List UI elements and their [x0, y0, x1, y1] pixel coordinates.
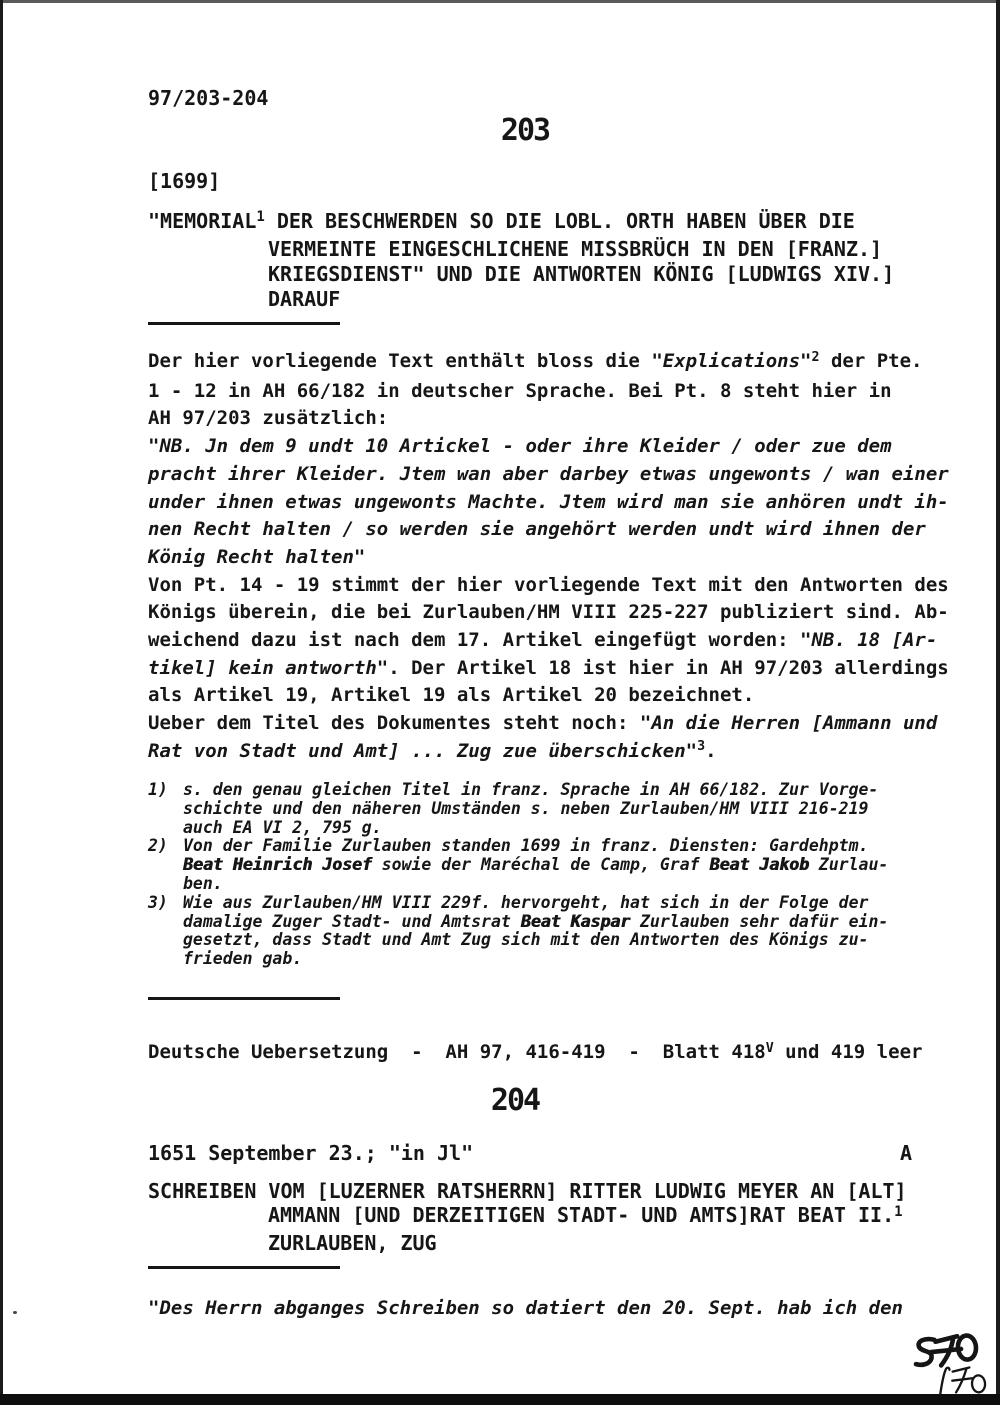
scan-edge-top [0, 0, 1000, 3]
footnote-line: Von der Familie Zurlauben standen 1699 in franz. Diensten: Gardehptm. [183, 836, 869, 856]
entry-204-title [148, 1179, 907, 1255]
page-number-204: 204 [490, 1083, 540, 1118]
title-line: "MEMORIAL$^1$ DER BESCHWERDEN SO DIE LOBL. ORTH HABEN ÜBER DIE [148, 209, 855, 233]
footnote [148, 837, 888, 893]
commentary-line: pracht ihrer Kleider. Jtem wan aber darbey etwas ungewonts / wan einer [148, 462, 949, 485]
commentary-line: Der hier vorliegende Text enthält bloss die "Explications"$^2$ der Pte. [148, 349, 923, 372]
title-line: KRIEGSDIENST" UND DIE ANTWORTEN KÖNIG [LUDWIGS XIV.] [268, 262, 895, 286]
entry-204-quote-line: "Des Herrn abganges Schreiben so datiert den 20. Sept. hab ich den [148, 1297, 903, 1319]
footnote-line: ben. [183, 873, 223, 893]
handwritten-number [900, 1326, 995, 1404]
title-line: ZURLAUBEN, ZUG [268, 1230, 437, 1255]
handwriting-svg [900, 1326, 995, 1400]
entry-203-title [148, 209, 894, 312]
horizontal-rule [148, 1266, 340, 1269]
handwritten-small-70 [938, 1365, 985, 1395]
archive-reference: 97/203-204 [148, 86, 269, 110]
commentary-line: AH 97/203 zusätzlich: [148, 407, 389, 430]
horizontal-rule [148, 997, 340, 1000]
commentary-section [148, 348, 949, 768]
commentary-line: als Artikel 19, Artikel 19 als Artikel 20 bezeichnet. [148, 684, 755, 707]
footnote-line: schichte und den näheren Umständen s. neben Zurlauben/HM VIII 216-219 [183, 798, 869, 818]
commentary-line: König Recht halten" [148, 545, 366, 568]
commentary-line: nen Recht halten / so werden sie angehört werden undt wird ihnen der [148, 518, 926, 541]
horizontal-rule [148, 322, 340, 325]
footnote [148, 781, 888, 837]
commentary-line: under ihnen etwas ungewonts Machte. Jtem wird man sie anhören undt ih- [148, 490, 949, 513]
commentary-line: Rat von Stadt und Amt] ... Zug zue überschicken"$^3$. [148, 739, 717, 762]
page-number-203: 203 [500, 113, 550, 148]
title-line: SCHREIBEN VOM [LUZERNER RATSHERRN] RITTER LUDWIG MEYER AN [ALT] [148, 1179, 907, 1203]
commentary-line: 1 - 12 in AH 66/182 in deutscher Sprache. Bei Pt. 8 steht hier in [148, 379, 892, 402]
handwritten-large-570 [914, 1335, 977, 1367]
footnote-line: auch EA VI 2, 795 g. [183, 817, 382, 837]
footnote-marker: 3) [148, 892, 168, 912]
year-heading: [1699] [148, 169, 221, 193]
footnote-marker: 2) [148, 836, 168, 856]
title-line: DARAUF [268, 287, 341, 311]
commentary-line: tikel] kein antworth". Der Artikel 18 ist hier in AH 97/203 allerdings [148, 656, 949, 679]
scan-edge-left [0, 0, 3, 1405]
title-line: VERMEINTE EINGESCHLICHENE MISSBRÜCH IN DEN [FRANZ.] [268, 237, 883, 261]
translation-note: Deutsche Uebersetzung - AH 97, 416-419 - Blatt $418^V$ und 419 leer [148, 1040, 923, 1063]
footnotes-section [148, 781, 888, 969]
commentary-line: Von Pt. 14 - 19 stimmt der hier vorliegende Text mit den Antworten des [148, 573, 949, 596]
commentary-line: "NB. Jn dem 9 undt 10 Artickel - oder ihre Kleider / oder zue dem [148, 435, 892, 458]
commentary-line: Ueber dem Titel des Dokumentes steht noch: "An die Herren [Ammann und [148, 712, 938, 735]
footnote-line: Wie aus Zurlauben/HM VIII 229f. hervorgeht, hat sich in der Folge der [183, 892, 869, 912]
footnote [148, 894, 888, 969]
title-line: AMMANN [UND DERZEITIGEN STADT- UND AMTS]RAT BEAT II.$^1$ [268, 1203, 903, 1228]
footnote-line: frieden gab. [183, 949, 303, 969]
scan-edge-bottom [0, 1394, 1000, 1405]
footnote-line: s. den genau gleichen Titel in franz. Sprache in AH 66/182. Zur Vorge- [183, 780, 879, 799]
footnote-line: gesetzt, dass Stadt und Amt Zug sich mit den Antworten des Königs zu- [183, 930, 869, 950]
commentary-line: Königs überein, die bei Zurlauben/HM VIII 225-227 publiziert sind. Ab- [148, 601, 949, 624]
scan-edge-right [996, 0, 1000, 1405]
footnote-line: Beat Heinrich Josef sowie der Maréchal de Camp, Graf Beat Jakob Zurlau- [183, 855, 889, 875]
commentary-line: weichend dazu ist nach dem 17. Artikel eingefügt worden: "NB. 18 [Ar- [148, 629, 938, 652]
document-letter: A [900, 1141, 913, 1165]
footnote-line: damalige Zuger Stadt- und Amtsrat Beat Kaspar Zurlauben sehr dafür ein- [183, 911, 889, 931]
footnote-marker: 1) [148, 780, 168, 799]
scan-speck [13, 1311, 17, 1314]
entry-204-date-line: 1651 September 23.; "in Jl" [148, 1141, 474, 1165]
